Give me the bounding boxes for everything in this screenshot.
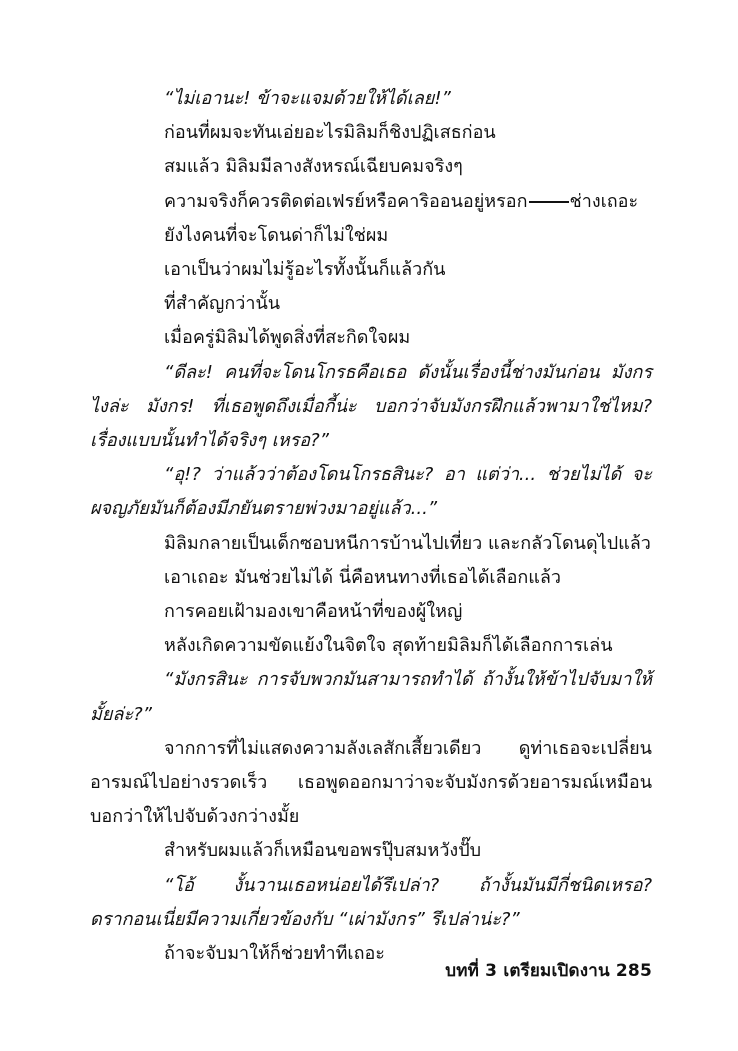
paragraph-4-part-2: ช่างเถอะ [569, 190, 639, 212]
paragraph-4-part-1: ความจริงก็ควรติดต่อเฟรย์หรือคาริออนอยู่หรอก [164, 190, 528, 212]
paragraph-1: “ไม่เอานะ! ข้าจะแจมด้วยให้ได้เลย!” [164, 88, 451, 109]
paragraph-14: หลังเกิดความขัดแย้งในจิตใจ สุดท้ายมิลิมก็ได้เลือกการเล่น [164, 635, 613, 657]
paragraph-19: ถ้าจะจับมาให้ก็ช่วยทำทีเถอะ [164, 943, 385, 965]
paragraph-13: การคอยเฝ้ามองเขาคือหน้าที่ของผู้ใหญ่ [164, 601, 463, 623]
paragraph-17: สำหรับผมแล้วก็เหมือนขอพรปุ๊บสมหวังปั๊บ [164, 840, 482, 862]
paragraph-3: สมแล้ว มิลิมมีลางสังหรณ์เฉียบคมจริงๆ [164, 156, 463, 178]
paragraph-6: เอาเป็นว่าผมไม่รู้อะไรทั้งนั้นก็แล้วกัน [164, 259, 446, 281]
paragraph-15: “มังกรสินะ การจับพวกมันสามารถทำได้ ถ้างั้นให้ข้าไปจับมาให้มั้ยล่ะ?” [90, 669, 652, 725]
chapter-title: บทที่ 3 เตรียมเปิดงาน [445, 961, 610, 981]
paragraph-4 [90, 185, 652, 219]
page-body [90, 82, 652, 971]
paragraph-9: “ดีละ! คนที่จะโดนโกรธคือเธอ ดังนั้นเรื่องนี้ช่างมันก่อน มังกรไงล่ะ มังกร! ที่เธอพูดถึงเมื่อกี้น่ะ บอกว่าจับมังกรฝึกแล้วพามาใช่ไหม? เรื่องแบบนั้นทำได้จริงๆ เหรอ?” [90, 361, 652, 452]
page-footer [445, 957, 652, 984]
paragraph-2: ก่อนที่ผมจะทันเอ่ยอะไรมิลิมก็ชิงปฏิเสธก่อน [164, 122, 496, 144]
paragraph-18: “โอ้ งั้นวานเธอหน่อยได้รึเปล่า? ถ้างั้นมันมีกี่ชนิดเหรอ? ดรากอนเนี่ยมีความเกี่ยวข้องกับ “เผ่ามังกร” รึเปล่าน่ะ?” [90, 874, 652, 930]
paragraph-8: เมื่อครู่มิลิมได้พูดสิ่งที่สะกิดใจผม [164, 327, 411, 349]
page-number: 285 [615, 961, 652, 981]
paragraph-10: “อุ!? ว่าแล้วว่าต้องโดนโกรธสินะ? อา แต่ว่า... ช่วยไม่ได้ จะผจญภัยมันก็ต้องมีภยันตรายพ่วงมาอยู่แล้ว...” [90, 464, 652, 520]
paragraph-12: เอาเถอะ มันช่วยไม่ได้ นี่คือหนทางที่เธอได้เลือกแล้ว [164, 566, 562, 588]
paragraph-5: ยังไงคนที่จะโดนด่าก็ไม่ใช่ผม [164, 224, 389, 246]
paragraph-7: ที่สำคัญกว่านั้น [164, 293, 281, 315]
em-dash [529, 201, 569, 203]
paragraph-11: มิลิมกลายเป็นเด็กซอบหนีการบ้านไปเที่ยว และกลัวโดนดุไปแล้ว [164, 532, 651, 554]
paragraph-16: จากการที่ไม่แสดงความลังเลสักเสี้ยวเดียว ดูท่าเธอจะเปลี่ยนอารมณ์ไปอย่างรวดเร็ว เธอพูดออกมาว่าจะจับมังกรด้วยอารมณ์เหมือนบอกว่าให้ไปจับด้วงกว่างมั้ย [90, 737, 652, 828]
